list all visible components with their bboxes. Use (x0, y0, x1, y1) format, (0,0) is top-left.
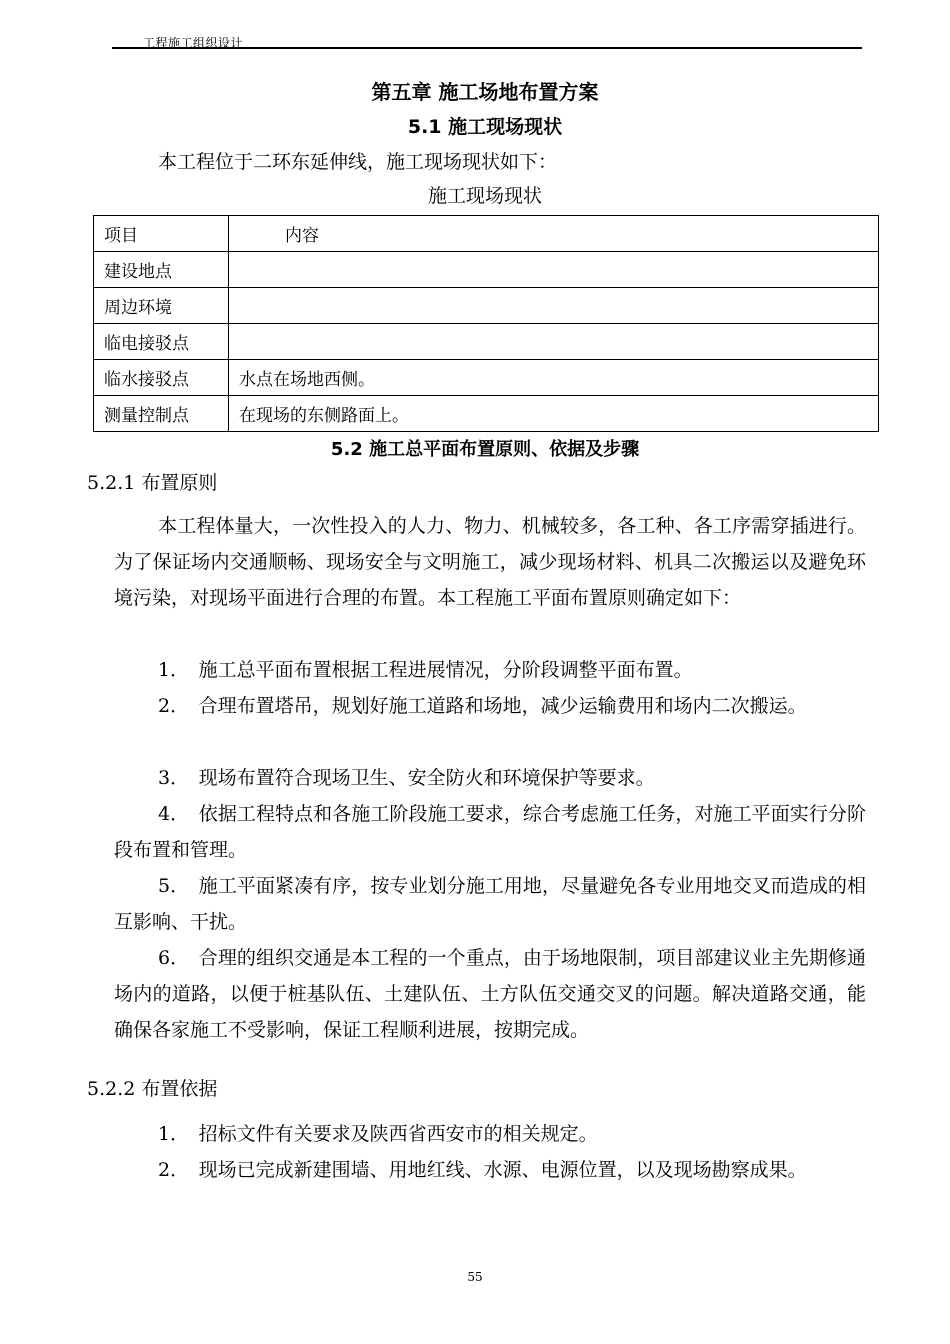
table-caption: 施工现场现状 (427, 185, 542, 207)
table-header-row (94, 216, 879, 252)
page-number: 55 (467, 1270, 483, 1284)
principle-item-text: 1． 施工总平面布置根据工程进展情况，分阶段调整平面布置。 (158, 659, 693, 681)
table-header-cell: 项目 (94, 216, 229, 252)
header-rule (112, 47, 862, 49)
principle-item-1 (114, 652, 866, 688)
section-5-1-intro: 本工程位于二环东延伸线，施工现场现状如下： (158, 151, 558, 173)
basis-item-text: 1． 招标文件有关要求及陕西省西安市的相关规定。 (158, 1123, 598, 1145)
principle-item-5 (114, 868, 866, 940)
table-cell-item: 周边环境 (94, 288, 229, 324)
table-row (94, 324, 879, 360)
table-cell-content (229, 288, 879, 324)
table-cell-item: 临水接驳点 (94, 360, 229, 396)
table-cell-content (229, 252, 879, 288)
section-5-2-title: 5.2 施工总平面布置原则、依据及步骤 (330, 439, 640, 460)
principle-item-text: 5． 施工平面紧凑有序，按专业划分施工用地，尽量避免各专业用地交叉而造成的相互影响、干扰。 (114, 875, 866, 933)
chapter-title: 第五章 施工场地布置方案 (371, 80, 599, 104)
basis-item-2 (114, 1152, 866, 1188)
basis-item-text: 2． 现场已完成新建围墙、用地红线、水源、电源位置，以及现场勘察成果。 (158, 1159, 807, 1181)
principle-item-text: 6． 合理的组织交通是本工程的一个重点，由于场地限制，项目部建议业主先期修通场内的道路，以便于桩基队伍、土建队伍、土方队伍交通交叉的问题。解决道路交通，能确保各家施工不受影响，保证工程顺利进展，按期完成。 (114, 947, 866, 1041)
table-row (94, 252, 879, 288)
principles-intro (114, 508, 866, 616)
table-row (94, 288, 879, 324)
principle-item-2 (114, 688, 866, 724)
table-header-cell: 内容 (229, 216, 879, 252)
page-header-title: 工程施工组织设计 (143, 36, 244, 50)
principle-item-text: 4． 依据工程特点和各施工阶段施工要求，综合考虑施工任务，对施工平面实行分阶段布置和管理。 (114, 803, 866, 861)
table-row (94, 396, 879, 432)
basis-item-1 (114, 1116, 866, 1152)
table-cell-item: 测量控制点 (94, 396, 229, 432)
subsection-5-2-2-title: 5.2.2 布置依据 (87, 1078, 218, 1100)
principles-intro-text: 本工程体量大，一次性投入的人力、物力、机械较多，各工种、各工序需穿插进行。为了保证场内交通顺畅、现场安全与文明施工，减少现场材料、机具二次搬运以及避免环境污染，对现场平面进行合理的布置。本工程施工平面布置原则确定如下： (114, 515, 866, 609)
principle-item-4 (114, 796, 866, 868)
subsection-5-2-1-title: 5.2.1 布置原则 (87, 472, 218, 494)
principle-item-text: 2． 合理布置塔吊，规划好施工道路和场地，减少运输费用和场内二次搬运。 (158, 695, 807, 717)
table-cell-item: 临电接驳点 (94, 324, 229, 360)
principle-item-text: 3． 现场布置符合现场卫生、安全防火和环境保护等要求。 (158, 767, 655, 789)
section-5-1-title: 5.1 施工现场现状 (407, 116, 563, 138)
table-cell-content: 在现场的东侧路面上。 (229, 396, 879, 432)
principle-item-3 (114, 760, 866, 796)
table-cell-content (229, 324, 879, 360)
table-cell-content: 水点在场地西侧。 (229, 360, 879, 396)
principle-item-6 (114, 940, 866, 1048)
table-cell-item: 建设地点 (94, 252, 229, 288)
site-status-table (93, 215, 879, 432)
table-row (94, 360, 879, 396)
